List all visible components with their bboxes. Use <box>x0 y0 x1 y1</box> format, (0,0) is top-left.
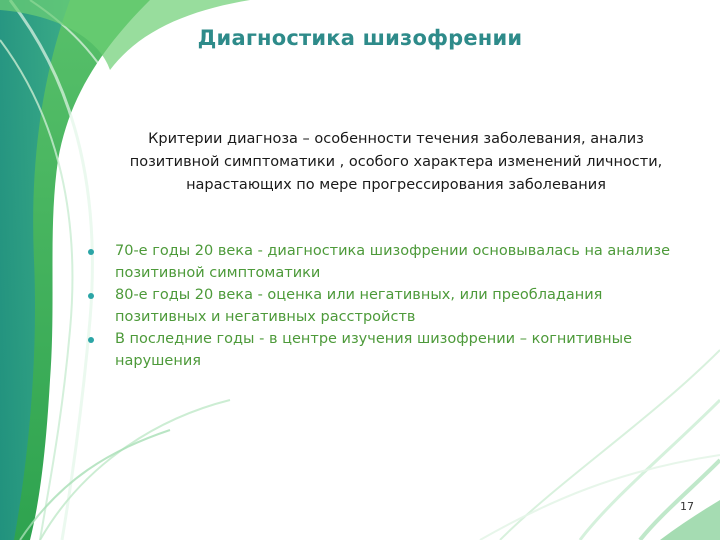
page-number: 17 <box>680 500 694 513</box>
bullet-item <box>84 328 674 372</box>
bullet-item <box>84 240 674 284</box>
bullet-list <box>84 240 674 372</box>
bullet-item <box>84 284 674 328</box>
bullet-text: В последние годы - в центре изучения шизофрении – когнитивные нарушения <box>115 331 632 369</box>
bullet-dot-icon <box>88 293 94 299</box>
bullet-dot-icon <box>88 337 94 343</box>
slide-title: Диагностика шизофрении <box>197 26 523 50</box>
criteria-paragraph: Критерии диагноза – особенности течения заболевания, анализ позитивной симптоматики , особого характера изменений личности, нарастающих по мере прогрессирования заболевания <box>129 131 663 193</box>
bullet-text: 70-е годы 20 века - диагностика шизофрении основывалась на анализе позитивной симптоматики <box>115 243 670 281</box>
bullet-text: 80-е годы 20 века - оценка или негативных, или преобладания позитивных и негативных расстройств <box>115 287 603 325</box>
bullet-dot-icon <box>88 249 94 255</box>
